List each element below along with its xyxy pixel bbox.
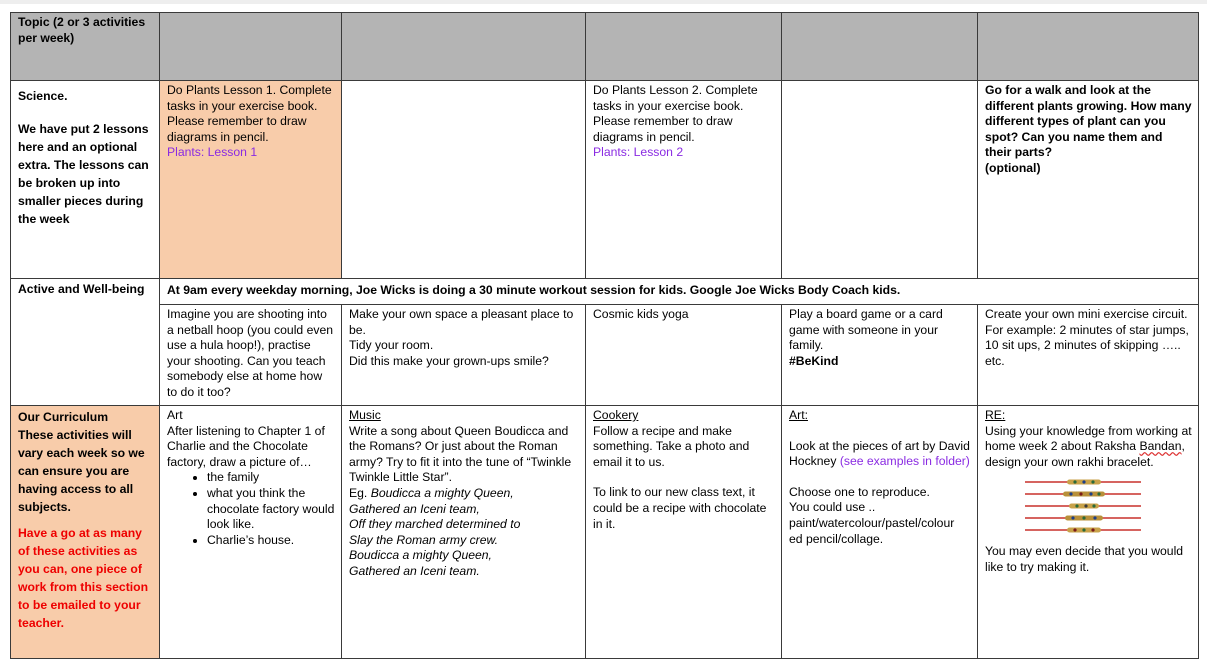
- music-eg: Eg.: [349, 485, 368, 500]
- science-note: We have put 2 lessons here and an optional extra. The lessons can be broken up into smaller pieces during the week: [18, 122, 149, 226]
- curriculum-call: Have a go at as many of these activities as you can, one piece of work from this section to be emailed to your teacher.: [18, 526, 149, 630]
- art2-title: Art:: [789, 408, 808, 422]
- wellbeing-label-cell: Active and Well-being: [11, 279, 160, 406]
- curriculum-re-cell: [978, 406, 1199, 659]
- lesson2-link[interactable]: Plants: Lesson 2: [593, 145, 684, 160]
- optional-tag: (optional): [985, 160, 1041, 175]
- rakhi-bracelets-image: [1023, 476, 1143, 534]
- header-cell-2: [342, 13, 586, 81]
- science-empty-cell-2: [782, 81, 978, 279]
- rakhi-bracelet: [1025, 516, 1141, 521]
- art2-text-1: [789, 439, 971, 470]
- wellbeing-banner: At 9am every weekday morning, Joe Wicks is doing a 30 minute workout session for kids. Google Joe Wicks Body Coach kids.: [160, 279, 1199, 305]
- music-lyric: Off they marched determined to: [349, 517, 521, 532]
- rakhi-bracelet: [1025, 480, 1141, 485]
- curriculum-cookery-cell: [586, 406, 782, 659]
- wellbeing-netball-cell: Imagine you are shooting into a netball hoop (you could even use a hula hoop!), practise your shooting. Can you teach somebody else at home how to do it too?: [160, 305, 342, 406]
- cookery-text-2: To link to our new class text, it could be a recipe with chocolate in it.: [593, 485, 767, 531]
- science-optional-cell: [978, 81, 1199, 279]
- cookery-text-1: Follow a recipe and make something. Take a photo and email it to us.: [593, 423, 750, 469]
- curriculum-art-cell: [160, 406, 342, 659]
- re-text: [985, 424, 1192, 471]
- music-lyric: Boudicca a mighty Queen,: [370, 485, 514, 500]
- curriculum-label-cell: [11, 406, 160, 659]
- art-title: Art: [167, 408, 183, 422]
- space-line-2: Tidy your room.: [349, 338, 434, 353]
- wellbeing-banner-row: [11, 279, 1199, 305]
- re-text-2: You may even decide that you would like to try making it.: [985, 544, 1184, 574]
- science-lesson1-cell: [160, 81, 342, 279]
- topic-header-cell: Topic (2 or 3 activities per week): [11, 13, 160, 81]
- art-intro: After listening to Chapter 1 of Charlie and the Chocolate factory, draw a picture of…: [167, 423, 325, 469]
- wellbeing-circuit-cell: Create your own mini exercise circuit. For example: 2 minutes of star jumps, 10 sit ups, 2 minutes of skipping ….. etc.: [978, 305, 1199, 406]
- rakhi-bracelet: [1025, 528, 1141, 533]
- space-line-3: Did this make your grown-ups smile?: [349, 353, 549, 368]
- art-bullet: • what you think the chocolate factory would look like.: [207, 486, 335, 533]
- art-bullet: • Charlie’s house.: [207, 533, 335, 549]
- wellbeing-yoga-cell: Cosmic kids yoga: [586, 305, 782, 406]
- science-label: Science.: [18, 89, 68, 103]
- re-text-b: , design your own rakhi bracelet.: [985, 439, 1185, 469]
- music-lyric: Slay the Roman army crew.: [349, 532, 499, 547]
- re-squiggle-word: Bandan: [1139, 439, 1182, 454]
- re-text-a: Using your knowledge from working at home week 2 about Raksha: [985, 423, 1192, 454]
- art2-text-1-span: Look at the pieces of art by David Hockney: [789, 438, 970, 469]
- music-lyric: Gathered an Iceni team,: [349, 501, 480, 516]
- science-empty-cell-1: [342, 81, 586, 279]
- wellbeing-activities-row: [11, 305, 1199, 406]
- cookery-title: Cookery: [593, 408, 639, 422]
- music-text: Write a song about Queen Boudicca and the Romans? Or just about the Roman army? Try to fit it into the tune of “Twinkle Twinkle Little Star”.: [349, 423, 572, 485]
- art-bullet: • the family: [207, 470, 335, 486]
- bekind-tag: #BeKind: [789, 353, 839, 368]
- art2-text-2: Choose one to reproduce.: [789, 484, 930, 499]
- boardgame-text: Play a board game or a card game with someone in your family.: [789, 307, 943, 353]
- science-lesson2-cell: [586, 81, 782, 279]
- science-label-cell: [11, 81, 160, 279]
- music-lyric: Gathered an Iceni team.: [349, 563, 480, 578]
- rakhi-bracelet: [1025, 492, 1141, 497]
- curriculum-art2-cell: [782, 406, 978, 659]
- wellbeing-boardgame-cell: [782, 305, 978, 406]
- art-bullet-list: [167, 470, 335, 548]
- window-top-strip: [0, 0, 1207, 4]
- space-line-1: Make your own space a pleasant place to be.: [349, 307, 574, 337]
- music-title: Music: [349, 408, 381, 422]
- wellbeing-space-cell: [342, 305, 586, 406]
- optional-text: Go for a walk and look at the different plants growing. How many different types of plant can you spot? Can you name them and their parts?: [985, 83, 1192, 160]
- header-cell-1: [160, 13, 342, 81]
- weekly-plan-table: [10, 12, 1199, 659]
- rakhi-bracelet: [1025, 504, 1141, 509]
- header-cell-4: [782, 13, 978, 81]
- curriculum-desc: These activities will vary each week so we can ensure you are having access to all subjects.: [18, 428, 145, 514]
- header-row: [11, 13, 1199, 81]
- curriculum-music-cell: [342, 406, 586, 659]
- re-title: RE:: [985, 408, 1006, 422]
- music-lyric-line: [349, 486, 579, 502]
- music-lyric: Boudicca a mighty Queen,: [349, 548, 492, 563]
- lesson1-text: Do Plants Lesson 1. Complete tasks in your exercise book. Please remember to draw diagrams in pencil.: [167, 83, 332, 144]
- science-row: [11, 81, 1199, 279]
- curriculum-title: Our Curriculum: [18, 410, 109, 424]
- curriculum-row: [11, 406, 1199, 659]
- art2-examples-link[interactable]: (see examples in folder): [839, 454, 970, 469]
- header-cell-3: [586, 13, 782, 81]
- art2-text-3: You could use .. paint/watercolour/pastel/colour ed pencil/collage.: [789, 500, 955, 546]
- header-cell-5: [978, 13, 1199, 81]
- lesson2-text: Do Plants Lesson 2. Complete tasks in your exercise book. Please remember to draw diagrams in pencil.: [593, 83, 758, 144]
- lesson1-link[interactable]: Plants: Lesson 1: [167, 145, 258, 160]
